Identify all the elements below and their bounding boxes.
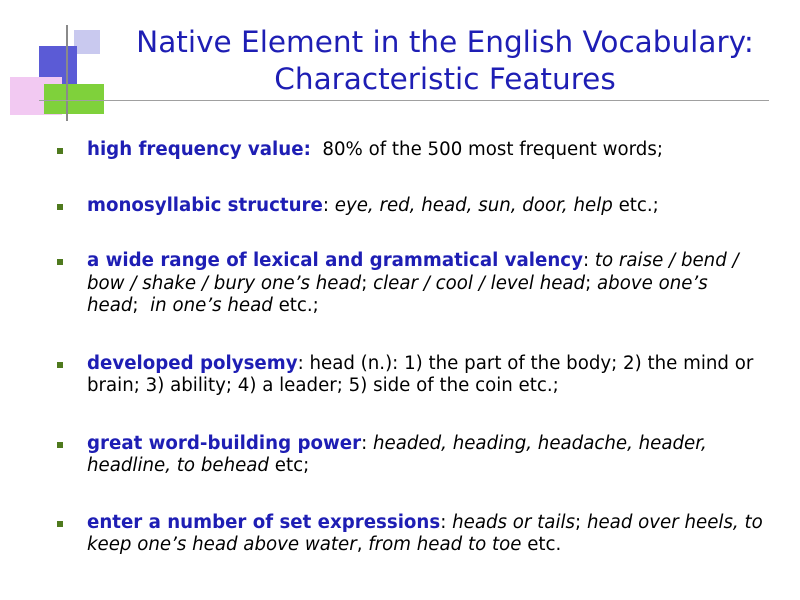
square-bullet-icon: [57, 442, 63, 448]
bullet-term: a wide range of lexical and grammatical valency: [87, 250, 583, 271]
square-bullet-icon: [57, 521, 63, 527]
bullet-separator: ;: [575, 511, 587, 533]
bullet-example: from head to toe: [368, 534, 522, 555]
bullet-term: developed polysemy: [87, 352, 298, 374]
bullet-term: enter a number of set expressions: [87, 511, 441, 533]
bullet-examples: eye, red, head, sun, door, help: [334, 194, 613, 216]
slide-title-line-1: Native Element in the English Vocabulary:: [136, 25, 754, 59]
bullet-term: great word-building power: [87, 432, 362, 454]
bullet-separator: ;: [585, 272, 598, 294]
bullet-example: clear / cool / level head: [373, 272, 586, 294]
bullet-text: : head (n.): 1) the part of the body; 2) the mind or brain; 3) ability; 4) a leader; 5) side of the coin etc.;: [87, 352, 754, 396]
bullet-example: in one’s head: [150, 295, 273, 316]
bullet-tail: etc;: [268, 455, 310, 476]
square-bullet-icon: [57, 259, 63, 265]
bullet-colon: :: [582, 250, 595, 271]
bullet-examples: headed, heading, headache, header, headline, to behead: [87, 432, 707, 476]
bullet-term: monosyllabic structure: [87, 194, 323, 216]
bullet-colon: :: [440, 511, 453, 533]
bullet-example: to raise / bend / bow / shake / bury one’s head: [87, 250, 739, 294]
bullet-example: head over heels, to keep one’s head above water: [87, 511, 763, 555]
decor-square-green: [44, 84, 104, 114]
bullet-tail: etc.;: [612, 194, 659, 216]
bullet-example: heads or tails: [452, 511, 576, 533]
bullet-item: [54, 353, 774, 398]
decor-vertical-line: [66, 25, 68, 121]
bullet-item: [54, 250, 774, 318]
bullet-colon: :: [361, 432, 373, 454]
square-bullet-icon: [57, 362, 63, 368]
bullet-separator: ,: [356, 534, 369, 555]
bullet-item: [54, 139, 774, 162]
bullet-item: [54, 512, 774, 557]
square-bullet-icon: [57, 148, 63, 154]
bullet-separator: ;: [132, 295, 151, 316]
bullet-list: [54, 139, 774, 557]
bullet-text: 80% of the 500 most frequent words;: [310, 139, 663, 160]
bullet-item: [54, 433, 774, 478]
slide-title-line-2: Characteristic Features: [274, 62, 616, 96]
bullet-colon: :: [322, 194, 335, 216]
bullet-tail: etc.: [521, 534, 562, 555]
title-divider-line: [39, 100, 769, 101]
bullet-example: above one’s head: [87, 272, 708, 316]
bullet-item: [54, 195, 774, 218]
bullet-separator: ;: [361, 272, 374, 294]
slide-title: [105, 24, 785, 98]
bullet-tail: etc.;: [272, 295, 319, 316]
decor-square-lavender: [74, 30, 100, 54]
square-bullet-icon: [57, 204, 63, 210]
bullet-term: high frequency value:: [87, 139, 311, 160]
